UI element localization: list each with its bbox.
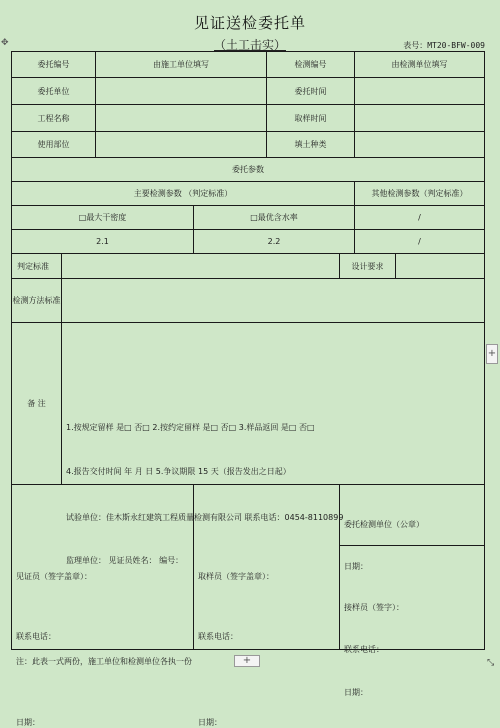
table-row [12, 485, 485, 535]
table-row [12, 254, 485, 279]
table-resize-icon[interactable]: ⤡ [487, 658, 495, 668]
sampler-date-label: 日期： [198, 718, 222, 727]
remarks-label: 备 注 [12, 323, 62, 485]
main-params-header: 主要检测参数 （判定标准） [12, 182, 355, 206]
other-standard-value: / [355, 230, 485, 254]
entrust-unit-cell[interactable] [340, 485, 485, 571]
table-row [12, 323, 485, 485]
client-time-label: 委托时间 [267, 78, 355, 105]
table-row [12, 279, 485, 323]
form-title: 见证送检委托单 [193, 14, 306, 32]
table-row [12, 158, 485, 182]
use-part-label: 使用部位 [12, 132, 96, 158]
form-subtitle: （土工击实） [213, 38, 286, 52]
entrust-date-label: 日期： [344, 562, 368, 571]
design-req-field[interactable] [396, 254, 485, 279]
other-params-header: 其他检测参数（判定标准） [355, 182, 485, 206]
params-title: 委托参数 [12, 158, 485, 182]
design-req-label: 设计要求 [340, 254, 396, 279]
table-move-handle-icon[interactable]: ✥ [1, 38, 9, 48]
soil-type-label: 填土种类 [267, 132, 355, 158]
client-unit-field[interactable] [96, 78, 267, 105]
client-no-label: 委托编号 [12, 52, 96, 78]
add-column-button[interactable]: + [486, 344, 498, 364]
witness-sign-label: 见证员（签字盖章）： [16, 572, 92, 581]
form-number: 表号：MT20-BFW-009 [403, 41, 485, 50]
project-name-label: 工程名称 [12, 105, 96, 132]
receiver-date-label: 日期： [344, 687, 368, 697]
test-no-label: 检测编号 [267, 52, 355, 78]
client-unit-label: 委托单位 [12, 78, 96, 105]
table-row [12, 206, 485, 230]
table-row [12, 230, 485, 254]
add-row-button[interactable]: + [234, 655, 260, 667]
table-row [12, 105, 485, 132]
remark-test-unit: 试验单位：佳木斯永红建筑工程质量检测有限公司 联系电话：0454-8110899 [66, 512, 344, 522]
project-name-field[interactable] [96, 105, 267, 132]
table-row [12, 52, 485, 78]
method-field[interactable] [62, 279, 485, 323]
sampling-time-field[interactable] [355, 105, 485, 132]
standard-clause-1: 2.1 [12, 230, 194, 254]
standard-field[interactable] [62, 254, 340, 279]
table-row [12, 182, 485, 206]
other-params-value: / [355, 206, 485, 230]
soil-type-field[interactable] [355, 132, 485, 158]
client-time-field[interactable] [355, 78, 485, 105]
standard-clause-2: 2.2 [194, 230, 355, 254]
use-part-field[interactable] [96, 132, 267, 158]
sampling-time-label: 取样时间 [267, 105, 355, 132]
max-density-checkbox[interactable]: □最大干密度 [12, 206, 194, 230]
standard-label: 判定标准 [12, 254, 62, 279]
method-label: 检测方法标准 [12, 279, 62, 323]
sampler-phone-label: 联系电话： [198, 632, 238, 641]
footer-note: 注：此表一式两份，施工单位和检测单位各执一份 [16, 657, 192, 666]
table-row [12, 78, 485, 105]
receiver-sign-label: 接样员（签字）： [344, 602, 404, 612]
sampler-signature-cell[interactable] [194, 485, 340, 727]
client-no-field[interactable]: 由施工单位填写 [96, 52, 267, 78]
remark-report-delivery: 4.报告交付时间 年 月 日 5.争议期限 15 天（报告发出之日起） [66, 466, 291, 476]
test-no-field[interactable]: 由检测单位填写 [355, 52, 485, 78]
remark-supervision-unit: 监理单位： 见证员姓名： 编号： [66, 555, 184, 565]
table-row [12, 132, 485, 158]
sampler-sign-label: 取样员（签字盖章）： [198, 572, 274, 581]
receiver-phone-label: 联系电话： [344, 644, 384, 654]
opt-moisture-checkbox[interactable]: □最优含水率 [194, 206, 355, 230]
entrust-unit-label: 委托检测单位（公章） [344, 520, 424, 529]
witness-phone-label: 联系电话： [16, 632, 56, 641]
witness-date-label: 日期： [16, 718, 40, 727]
remark-sample-options[interactable]: 1.按规定留样 是□ 否□ 2.按约定留样 是□ 否□ 3.样品返回 是□ 否□ [66, 422, 315, 432]
